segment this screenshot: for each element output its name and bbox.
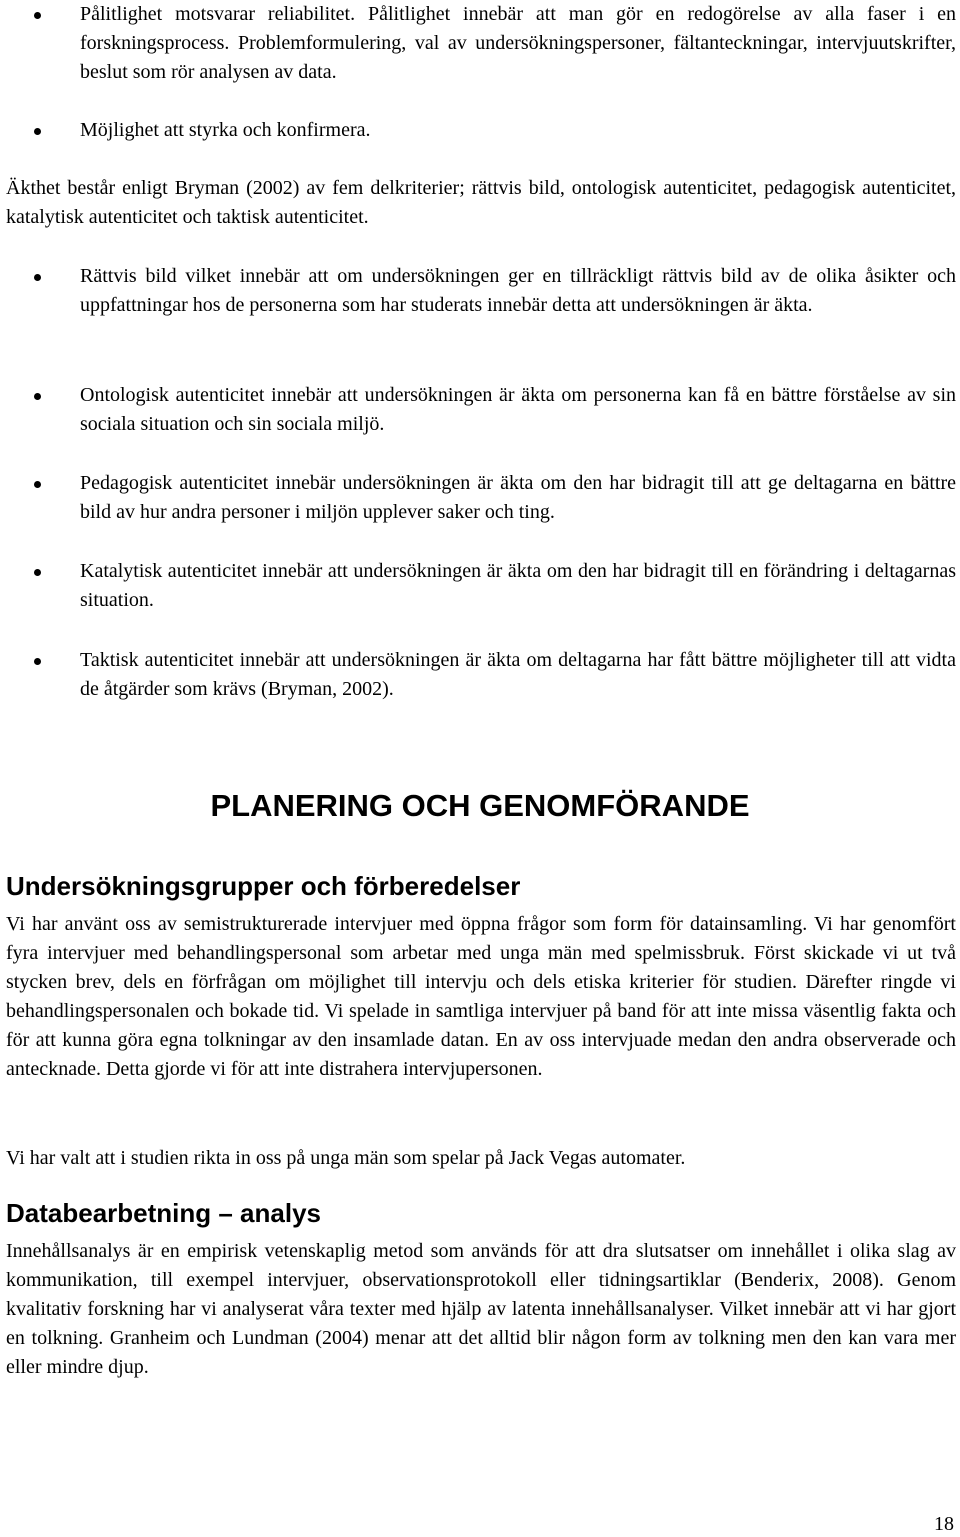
bullet-icon: [34, 12, 41, 19]
bullet-icon: [34, 393, 41, 400]
bullet-icon: [34, 274, 41, 281]
list-item-text: Katalytisk autenticitet innebär att undersökningen är äkta om den har bidragit till en förändring i deltagarnas situation.: [80, 560, 956, 611]
list-item-text: Pålitlighet motsvarar reliabilitet. Pålitlighet innebär att man gör en redogörelse av alla faser i en forskningsprocess. Problemformulering, val av undersökningspersoner, fältanteckningar, intervjuutskrifter, beslut som rör analysen av data.: [80, 3, 956, 83]
page-number: 18: [934, 1513, 954, 1535]
data-analysis-paragraph: Innehållsanalys är en empirisk vetenskaplig metod som används för att dra slutsatser om innehållet i olika slag av kommunikation, till exempel intervjuer, observationsprotokoll eller tidningsartiklar (Benderix, 2008). Genom kvalitativ forskning har vi analyserat våra texter med hjälp av latenta innehållsanalyser. Vilket innebär att vi har gjort en tolkning. Granheim och Lundman (2004) menar att det alltid blir någon form av tolkning men den kan vara mer eller mindre djup.: [6, 1240, 956, 1378]
list-item-text: Möjlighet att styrka och konfirmera.: [80, 119, 371, 141]
section-heading-study-groups: Undersökningsgrupper och förberedelser: [6, 871, 521, 901]
list-item-text: Taktisk autenticitet innebär att undersökningen är äkta om deltagarna har fått bättre möjligheter till att vidta de åtgärder som krävs (Bryman, 2002).: [80, 649, 956, 700]
study-groups-paragraph: Vi har använt oss av semistrukturerade intervjuer med öppna frågor som form för datainsamling. Vi har genomfört fyra intervjuer med behandlingspersonal som arbetar med unga män med spelmissbruk. Först skickade vi ut två stycken brev, dels en förfrågan om möjlighet till intervju och dels etiska kriterier för studien. Därefter ringde vi behandlingspersonalen och bokade tid. Vi spelade in samtliga intervjuer på band för att inte missa väsentlig fakta och för att kunna göra egna tolkningar av den insamlade datan. En av oss intervjuade medan den andra observerade och antecknade. Detta gjorde vi för att inte distrahera intervjupersonen.: [6, 913, 956, 1080]
bullet-icon: [34, 658, 41, 665]
list-item-text: Rättvis bild vilket innebär att om undersökningen ger en tillräckligt rättvis bild av de olika åsikter och uppfattningar hos de personerna som har studerats innebär detta att undersökningen är äkta.: [80, 265, 956, 316]
bullet-icon: [34, 128, 41, 135]
authenticity-intro-paragraph: Äkthet består enligt Bryman (2002) av fem delkriterier; rättvis bild, ontologisk autenticitet, pedagogisk autenticitet, katalytisk autenticitet och taktisk autenticitet.: [6, 177, 956, 228]
chapter-heading: PLANERING OCH GENOMFÖRANDE: [210, 788, 750, 823]
list-item-text: Ontologisk autenticitet innebär att undersökningen är äkta om personerna kan få en bättre förståelse av sin sociala situation och sin sociala miljö.: [80, 384, 956, 435]
bullet-icon: [34, 569, 41, 576]
list-item-text: Pedagogisk autenticitet innebär undersökningen är äkta om den har bidragit till att ge deltagarna en bättre bild av hur andra personer i miljön upplever saker och ting.: [80, 472, 956, 523]
bullet-icon: [34, 481, 41, 488]
section-heading-data-analysis: Databearbetning – analys: [6, 1198, 321, 1228]
study-groups-target-paragraph: Vi har valt att i studien rikta in oss på unga män som spelar på Jack Vegas automater.: [6, 1147, 686, 1169]
